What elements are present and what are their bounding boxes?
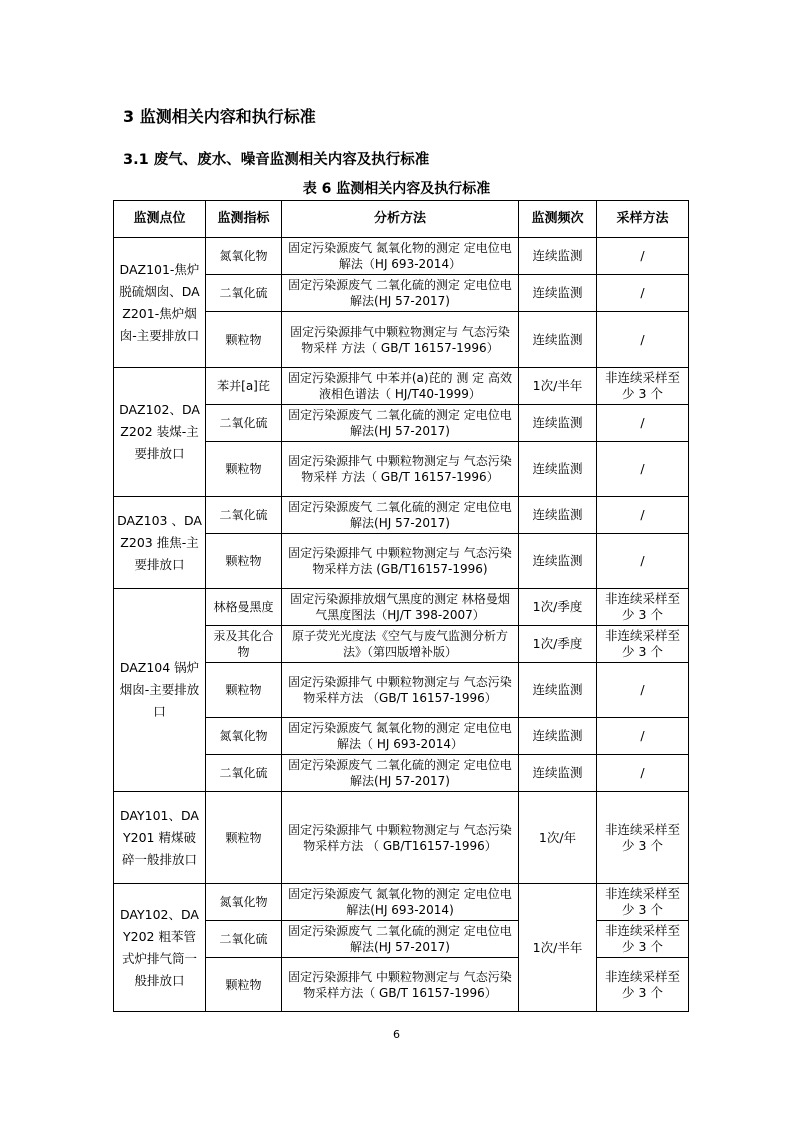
sampling-cell: 非连续采样至少 3 个 [597,884,689,921]
sampling-cell: / [597,275,689,312]
frequency-cell: 连续监测 [519,663,597,718]
method-cell: 固定污染源废气 氮氧化物的测定 定电位电解法（HJ 693-2014） [282,238,519,275]
indicator-cell: 二氧化硫 [206,275,282,312]
method-cell: 固定污染源废气 二氧化硫的测定 定电位电解法(HJ 57-2017) [282,497,519,534]
indicator-cell: 颗粒物 [206,663,282,718]
header-indicator: 监测指标 [206,201,282,238]
method-cell: 固定污染源废气 氮氧化物的测定 定电位电解法(HJ 693-2014) [282,884,519,921]
sampling-cell: / [597,312,689,368]
method-cell: 固定污染源废气 二氧化硫的测定 定电位电解法(HJ 57-2017) [282,275,519,312]
sampling-cell: 非连续采样至少 3 个 [597,589,689,626]
indicator-cell: 二氧化硫 [206,405,282,442]
indicator-cell: 颗粒物 [206,534,282,589]
site-cell: DAZ103 、DAZ203 推焦-主要排放口 [114,497,206,589]
frequency-cell: 连续监测 [519,755,597,792]
table-row [114,238,689,275]
table-row [114,884,689,921]
header-method: 分析方法 [282,201,519,238]
subsection-heading: 3.1 废气、废水、噪音监测相关内容及执行标准 [123,152,430,168]
frequency-cell: 1次/半年 [519,884,597,1012]
sampling-cell: / [597,497,689,534]
section-heading: 3 监测相关内容和执行标准 [123,107,316,126]
table-row [114,368,689,405]
indicator-cell: 二氧化硫 [206,497,282,534]
table-row [114,589,689,626]
table-header-row [114,201,689,238]
indicator-cell: 颗粒物 [206,312,282,368]
sampling-cell: 非连续采样至少 3 个 [597,921,689,958]
method-cell: 固定污染源排放烟气黑度的测定 林格曼烟气黑度图法（HJ/T 398-2007） [282,589,519,626]
header-frequency: 监测频次 [519,201,597,238]
indicator-cell: 二氧化硫 [206,921,282,958]
method-cell: 固定污染源排气 中颗粒物测定与 气态污染物采样方法（ GB/T 16157-1996） [282,958,519,1012]
indicator-cell: 氮氧化物 [206,884,282,921]
method-cell: 固定污染源废气 氮氧化物的测定 定电位电解法（ HJ 693-2014） [282,718,519,755]
sampling-cell: 非连续采样至少 3 个 [597,792,689,884]
sampling-cell: / [597,405,689,442]
site-cell: DAZ102、DAZ202 装煤-主要排放口 [114,368,206,497]
sampling-cell: / [597,755,689,792]
method-cell: 固定污染源排气 中苯并(a)芘的 测 定 高效液相色谱法（ HJ/T40-1999） [282,368,519,405]
table-row [114,792,689,884]
site-cell: DAY101、DAY201 精煤破碎一般排放口 [114,792,206,884]
sampling-cell: / [597,663,689,718]
frequency-cell: 1次/季度 [519,626,597,663]
monitoring-standards-table [113,200,689,1012]
indicator-cell: 苯并[a]芘 [206,368,282,405]
method-cell: 固定污染源排气 中颗粒物测定与 气态污染物采样方法 （ GB/T16157-1996） [282,792,519,884]
indicator-cell: 林格曼黑度 [206,589,282,626]
method-cell: 固定污染源废气 二氧化硫的测定 定电位电解法(HJ 57-2017) [282,921,519,958]
frequency-cell: 连续监测 [519,312,597,368]
indicator-cell: 颗粒物 [206,442,282,497]
sampling-cell: / [597,718,689,755]
frequency-cell: 连续监测 [519,405,597,442]
frequency-cell: 连续监测 [519,442,597,497]
frequency-cell: 1次/半年 [519,368,597,405]
method-cell: 固定污染源排气 中颗粒物测定与 气态污染物采样方法 （GB/T 16157-1996） [282,663,519,718]
page-number: 6 [393,1028,400,1041]
frequency-cell: 1次/年 [519,792,597,884]
method-cell: 固定污染源排气中颗粒物测定与 气态污染物采样 方法（ GB/T 16157-1996） [282,312,519,368]
table-row [114,497,689,534]
method-cell: 固定污染源废气 二氧化硫的测定 定电位电解法(HJ 57-2017) [282,755,519,792]
sampling-cell: / [597,534,689,589]
method-cell: 固定污染源排气 中颗粒物测定与 气态污染物采样方法 (GB/T16157-1996) [282,534,519,589]
frequency-cell: 连续监测 [519,497,597,534]
indicator-cell: 颗粒物 [206,792,282,884]
sampling-cell: 非连续采样至少 3 个 [597,368,689,405]
frequency-cell: 连续监测 [519,275,597,312]
header-sampling: 采样方法 [597,201,689,238]
indicator-cell: 二氧化硫 [206,755,282,792]
sampling-cell: 非连续采样至少 3 个 [597,626,689,663]
site-cell: DAY102、DAY202 粗苯管式炉排气筒一般排放口 [114,884,206,1012]
frequency-cell: 1次/季度 [519,589,597,626]
sampling-cell: / [597,442,689,497]
sampling-cell: / [597,238,689,275]
table-caption: 表 6 监测相关内容及执行标准 [302,181,491,197]
frequency-cell: 连续监测 [519,238,597,275]
method-cell: 固定污染源排气 中颗粒物测定与 气态污染物采样 方法（ GB/T 16157-1996） [282,442,519,497]
indicator-cell: 汞及其化合物 [206,626,282,663]
indicator-cell: 颗粒物 [206,958,282,1012]
site-cell: DAZ104 锅炉烟囱-主要排放口 [114,589,206,792]
header-site: 监测点位 [114,201,206,238]
sampling-cell: 非连续采样至少 3 个 [597,958,689,1012]
method-cell: 原子荧光光度法《空气与废气监测分析方法》（第四版增补版） [282,626,519,663]
frequency-cell: 连续监测 [519,718,597,755]
indicator-cell: 氮氧化物 [206,238,282,275]
method-cell: 固定污染源废气 二氧化硫的测定 定电位电解法(HJ 57-2017) [282,405,519,442]
indicator-cell: 氮氧化物 [206,718,282,755]
site-cell: DAZ101-焦炉脱硫烟囱、DAZ201-焦炉烟囱-主要排放口 [114,238,206,368]
frequency-cell: 连续监测 [519,534,597,589]
